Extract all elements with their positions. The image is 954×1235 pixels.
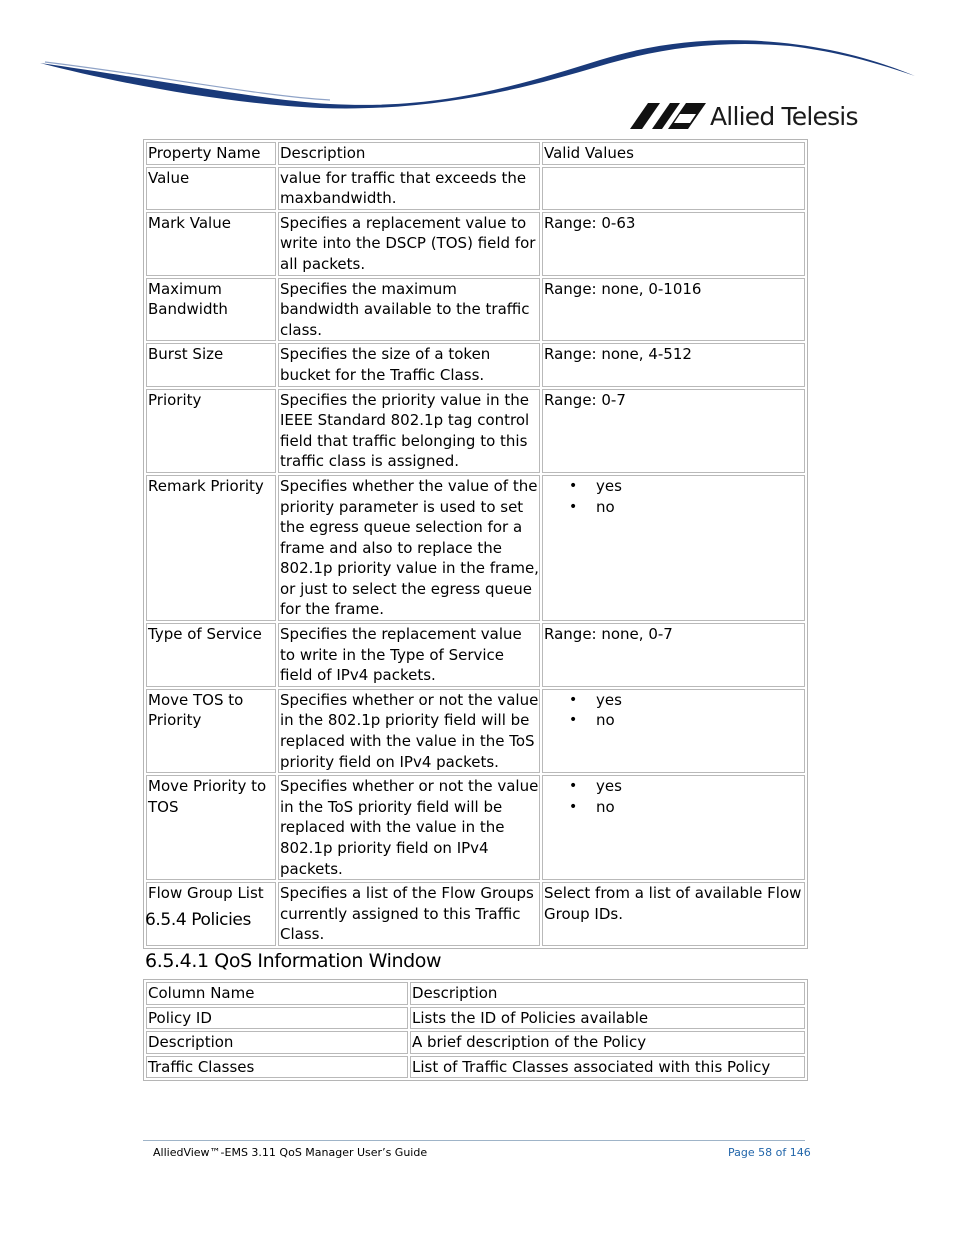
property-values-cell: Range: none, 4-512 [542, 343, 805, 386]
property-values-cell [542, 689, 805, 773]
property-values-cell [542, 475, 805, 621]
table-row [146, 212, 805, 276]
property-name-cell: Mark Value [146, 212, 276, 276]
table-row [146, 389, 805, 473]
list-item: • yes [596, 776, 804, 797]
valid-values-list [544, 776, 804, 817]
allied-telesis-logo-mark-icon [630, 103, 706, 129]
properties-table [143, 139, 808, 949]
footer-divider [143, 1140, 805, 1141]
valid-values-list [544, 476, 804, 517]
table-header-row [146, 982, 805, 1005]
subsection-heading: 6.5.4.1 QoS Information Window [145, 950, 442, 972]
footer-doc-title: AlliedView™-EMS 3.11 QoS Manager User’s Guide [153, 1146, 428, 1159]
property-description-cell: Specifies whether the value of the priority parameter is used to set the egress queue selection for a frame and also to replace the 802.1p priority value in the frame, or just to select the egress queue for the frame. [278, 475, 540, 621]
column-description-cell: A brief description of the Policy [410, 1031, 805, 1054]
footer-page-number: Page 58 of 146 [728, 1146, 811, 1159]
column-header: Description [278, 142, 540, 165]
column-description-cell: Lists the ID of Policies available [410, 1007, 805, 1030]
property-values-cell: Range: none, 0-1016 [542, 278, 805, 342]
column-header: Property Name [146, 142, 276, 165]
property-values-cell: Select from a list of available Flow Group IDs. [542, 882, 805, 946]
list-item: • yes [596, 476, 804, 497]
property-description-cell: Specifies whether or not the value in the 802.1p priority field will be replaced with the value in the ToS priority field on IPv4 packets. [278, 689, 540, 773]
table-row [146, 775, 805, 880]
property-values-cell [542, 167, 805, 210]
column-header: Column Name [146, 982, 408, 1005]
column-name-cell: Description [146, 1031, 408, 1054]
property-description-cell: Specifies the maximum bandwidth available to the traffic class. [278, 278, 540, 342]
list-item: • no [596, 797, 804, 818]
table-row [146, 623, 805, 687]
property-values-cell [542, 775, 805, 880]
table-row [146, 1056, 805, 1079]
property-description-cell: Specifies the replacement value to write in the Type of Service field of IPv4 packets. [278, 623, 540, 687]
property-values-cell: Range: 0-7 [542, 389, 805, 473]
property-description-cell: Specifies a replacement value to write into the DSCP (TOS) field for all packets. [278, 212, 540, 276]
table-row [146, 475, 805, 621]
allied-telesis-logo [630, 100, 858, 132]
property-name-cell: Flow Group List [146, 882, 276, 946]
list-item: • no [596, 497, 804, 518]
property-description-cell: Specifies a list of the Flow Groups currently assigned to this Traffic Class. [278, 882, 540, 946]
property-name-cell: Type of Service [146, 623, 276, 687]
column-name-cell: Traffic Classes [146, 1056, 408, 1079]
table-row [146, 343, 805, 386]
column-header: Valid Values [542, 142, 805, 165]
property-values-cell: Range: 0-63 [542, 212, 805, 276]
property-name-cell: Burst Size [146, 343, 276, 386]
logo-wordmark: Allied Telesis [710, 101, 858, 131]
property-name-cell: Priority [146, 389, 276, 473]
property-values-cell: Range: none, 0-7 [542, 623, 805, 687]
property-description-cell: Specifies whether or not the value in the ToS priority field will be replaced with the value in the 802.1p priority field on IPv4 packets. [278, 775, 540, 880]
property-description-cell: value for traffic that exceeds the maxbandwidth. [278, 167, 540, 210]
list-item: • no [596, 710, 804, 731]
column-description-cell: List of Traffic Classes associated with this Policy [410, 1056, 805, 1079]
table-row [146, 1007, 805, 1030]
property-name-cell: Value [146, 167, 276, 210]
property-name-cell: Maximum Bandwidth [146, 278, 276, 342]
table-header-row [146, 142, 805, 165]
column-name-cell: Policy ID [146, 1007, 408, 1030]
list-item: • yes [596, 690, 804, 711]
column-header: Description [410, 982, 805, 1005]
property-name-cell: Move Priority to TOS [146, 775, 276, 880]
table-row [146, 167, 805, 210]
valid-values-list [544, 690, 804, 731]
table-row [146, 1031, 805, 1054]
property-description-cell: Specifies the priority value in the IEEE Standard 802.1p tag control field that traffic belonging to this traffic class is assigned. [278, 389, 540, 473]
table-row [146, 278, 805, 342]
policies-table [143, 979, 808, 1081]
property-name-cell: Remark Priority [146, 475, 276, 621]
section-heading: 6.5.4 Policies [145, 910, 251, 930]
table-row [146, 689, 805, 773]
property-description-cell: Specifies the size of a token bucket for the Traffic Class. [278, 343, 540, 386]
property-name-cell: Move TOS to Priority [146, 689, 276, 773]
